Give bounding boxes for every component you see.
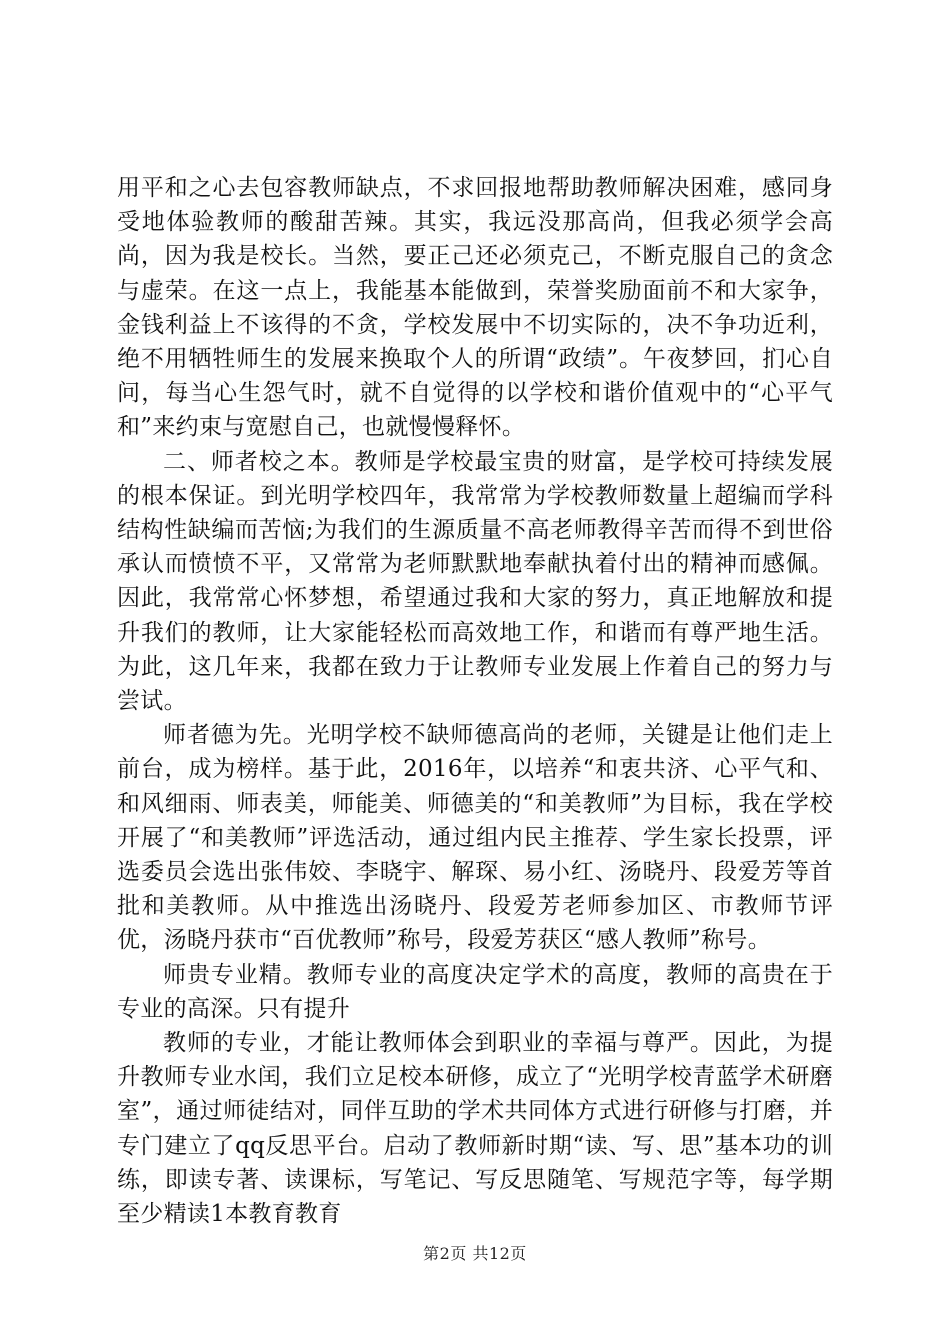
paragraph-1: 用平和之心去包容教师缺点，不求回报地帮助教师解决困难，感同身受地体验教师的酸甜苦辣。其实，我远没那高尚，但我必须学会高尚，因为我是校长。当然，要正己还必须克己，不断克服自己的贪念与虚荣。在这一点上，我能基本能做到，荣誉奖励面前不和大家争，金钱利益上不该得的不贪，学校发展中不切实际的，决不争功近利，绝不用牺牲师生的发展来换取个人的所谓“政绩”。午夜梦回，扪心自问，每当心生怨气时，就不自觉得的以学校和谐价值观中的“心平气和”来约束与宽慰自己，也就慢慢释怀。: [117, 175, 833, 441]
paragraph-4: 师贵专业精。教师专业的高度决定学术的高度，教师的高贵在于专业的高深。只有提升: [117, 961, 833, 1022]
paragraph-3: 师者德为先。光明学校不缺师德高尚的老师，关键是让他们走上前台，成为榜样。基于此，2016年，以培养“和衷共济、心平气和、和风细雨、师表美，师能美、师德美的“和美教师”为目标，我在学校开展了“和美教师”评选活动，通过组内民主推荐、学生家长投票，评选委员会选出张伟姣、李晓宇、解琛、易小红、汤晓丹、段爱芳等首批和美教师。从中推选出汤晓丹、段爱芳老师参加区、市教师节评优，汤晓丹获市“百优教师”称号，段爱芳获区“感人教师”称号。: [117, 722, 833, 954]
paragraph-2: 二、师者校之本。教师是学校最宝贵的财富，是学校可持续发展的根本保证。到光明学校四年，我常常为学校教师数量上超编而学科结构性缺编而苦恼;为我们的生源质量不高老师教得辛苦而得不到世俗承认而愤愤不平，又常常为老师默默地奉献执着付出的精神而感佩。因此，我常常心怀梦想，希望通过我和大家的努力，真正地解放和提升我们的教师，让大家能轻松而高效地工作，和谐而有尊严地生活。为此，这几年来，我都在致力于让教师专业发展上作着自己的努力与尝试。: [117, 448, 833, 715]
paragraph-5: 教师的专业，才能让教师体会到职业的幸福与尊严。因此，为提升教师专业水闰，我们立足校本研修，成立了“光明学校青蓝学术研磨室”，通过师徒结对，同伴互助的学术共同体方式进行研修与打磨，并专门建立了qq反思平台。启动了教师新时期“读、写、思”基本功的训练，即读专著、读课标，写笔记、写反思随笔、写规范字等，每学期至少精读1本教育教育: [117, 1030, 833, 1228]
document-body: [117, 171, 833, 1231]
page-footer: 第2页 共12页: [423, 1244, 527, 1263]
